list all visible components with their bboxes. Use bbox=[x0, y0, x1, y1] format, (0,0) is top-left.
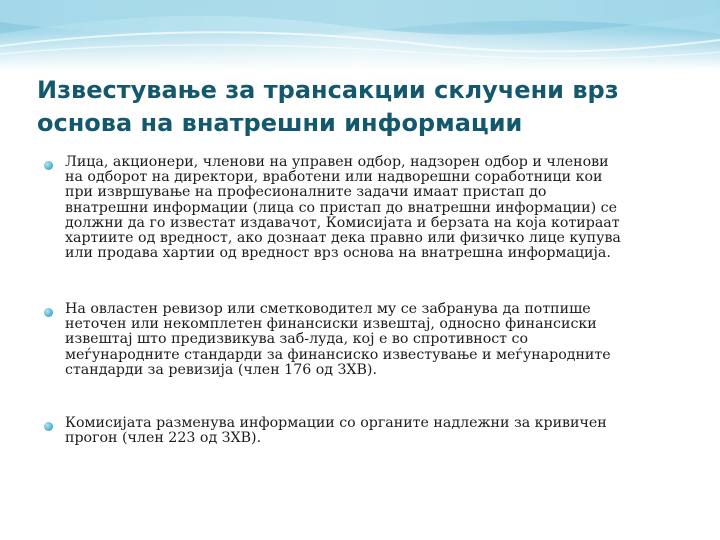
title-line-2: основа на внатрешни информации bbox=[37, 109, 523, 137]
bullet-2-line: извештај што предизвикува заб-луда, кој е во спротивност со bbox=[65, 331, 529, 348]
bullet-1-line: Лица, акционери, членови на управен одбор, надзорен одбор и членови bbox=[65, 154, 609, 170]
bullet-3-line: Комисијата разменува информации со органите надлежни за кривичен bbox=[65, 415, 607, 431]
bullet-icon bbox=[44, 161, 53, 170]
bullet-text-2 bbox=[65, 302, 705, 378]
decorative-header-band bbox=[0, 0, 720, 70]
bullet-1-line: на одборот на директори, вработени или надворешни соработници кои bbox=[65, 169, 603, 186]
bullet-text-1 bbox=[65, 155, 705, 261]
bullet-2-line: меѓународните стандарди за финансиско известување и меѓународните bbox=[65, 346, 611, 363]
slide-title bbox=[37, 74, 687, 140]
bullet-1-line: хартиите од вредност, ако дознаат дека правно или физичко лице купува bbox=[65, 230, 621, 247]
bullet-3-line: прогон (член 223 од ЗХВ). bbox=[65, 430, 262, 447]
bullet-1-line: или продава хартии од вредност врз основа на внатрешна информација. bbox=[65, 245, 611, 262]
bullet-icon bbox=[44, 308, 53, 317]
title-line-1: Известување за трансакции склучени врз bbox=[37, 76, 619, 104]
bullet-1-line: внатрешни информации (лица со пристап до внатрешни информации) се bbox=[65, 199, 618, 216]
wave-decoration bbox=[0, 0, 720, 70]
bullet-2-line: неточен или некомплетен финансиски извештај, односно финансиски bbox=[65, 316, 597, 333]
bullet-icon bbox=[44, 422, 53, 431]
bullet-text-3 bbox=[65, 416, 705, 446]
bullet-2-line: На овластен ревизор или сметководител му се забранува да потпише bbox=[65, 301, 591, 317]
bullet-1-line: должни да го известат издавачот, Комисијата и берзата на која котираат bbox=[65, 214, 620, 231]
bullet-1-line: при извршување на професионалните задачи имаат пристап до bbox=[65, 184, 547, 201]
bullet-2-line: стандарди за ревизија (член 176 од ЗХВ). bbox=[65, 361, 377, 378]
